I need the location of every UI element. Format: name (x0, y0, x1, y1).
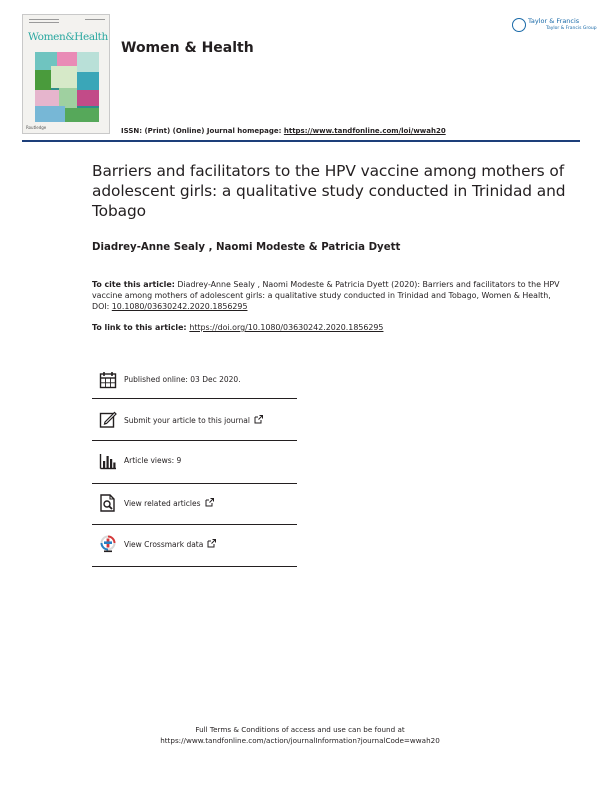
article-title: Barriers and facilitators to the HPV vaccine among mothers of adolescent girls: a qualitative study conducted in Trinidad and Tobago (92, 162, 566, 220)
publisher-name: Taylor & Francis (528, 17, 580, 25)
cover-title: Women&Health (28, 31, 108, 43)
related-articles-link[interactable] (124, 498, 214, 508)
submit-article-label: Submit your article to this journal (124, 416, 250, 425)
publisher-group: Taylor & Francis Group (546, 26, 597, 31)
terms-footer-line: Full Terms & Conditions of access and use can be found at (195, 725, 405, 734)
info-divider (92, 566, 297, 567)
edit-icon (99, 411, 117, 429)
journal-cover-thumbnail[interactable] (22, 14, 110, 134)
submit-article-row[interactable] (92, 409, 297, 435)
published-online-text: Published online: 03 Dec 2020. (124, 375, 241, 384)
published-online-row (92, 369, 297, 395)
info-divider (92, 440, 297, 441)
article-views-text: Article views: 9 (124, 456, 182, 465)
cover-artwork (35, 52, 99, 122)
bar-chart-icon (99, 452, 117, 470)
citation-text: Diadrey-Anne Sealy , Naomi Modeste & Patricia Dyett (2020): Barriers and facilitators to the HPV vaccine among mothers of adolescent girls: a qualitative study conducted in Trinidad and Tobago, Women & Health, DOI: (92, 280, 560, 312)
info-divider (92, 483, 297, 484)
calendar-icon (99, 371, 117, 389)
crossmark-link[interactable] (124, 539, 216, 549)
external-link-icon (205, 498, 214, 507)
cover-publisher-mark: Routledge (26, 125, 47, 130)
info-divider (92, 524, 297, 525)
journal-title: Women & Health (121, 40, 254, 56)
header-divider (22, 140, 580, 142)
issn-line (121, 127, 446, 135)
crossmark-label: View Crossmark data (124, 540, 204, 549)
publisher-logo-icon (512, 18, 526, 32)
cover-header-lines (29, 19, 105, 25)
external-link-icon (207, 539, 216, 548)
article-link-block (92, 323, 383, 332)
article-authors: Diadrey-Anne Sealy , Naomi Modeste & Patricia Dyett (92, 242, 401, 253)
related-articles-label: View related articles (124, 499, 201, 508)
related-articles-row[interactable] (92, 492, 297, 518)
terms-footer (0, 724, 600, 746)
crossmark-row[interactable] (92, 533, 297, 559)
issn-text: ISSN: (Print) (Online) Journal homepage: (121, 127, 284, 135)
citation-doi-link[interactable]: 10.1080/03630242.2020.1856295 (111, 302, 248, 312)
article-views-row (92, 450, 297, 476)
citation-block (92, 279, 562, 313)
external-link-icon (254, 415, 263, 424)
article-link-label: To link to this article: (92, 323, 190, 332)
publisher-logo[interactable] (512, 14, 597, 40)
submit-article-link[interactable] (124, 415, 263, 425)
crossmark-icon (99, 535, 117, 553)
document-search-icon (99, 494, 117, 512)
terms-footer-url[interactable]: https://www.tandfonline.com/action/journalInformation?journalCode=wwah20 (160, 736, 440, 745)
journal-homepage-link[interactable]: https://www.tandfonline.com/loi/wwah20 (283, 127, 446, 135)
article-doi-link[interactable]: https://doi.org/10.1080/03630242.2020.1856295 (189, 323, 384, 332)
citation-label: To cite this article: (92, 280, 175, 289)
info-divider (92, 398, 297, 399)
